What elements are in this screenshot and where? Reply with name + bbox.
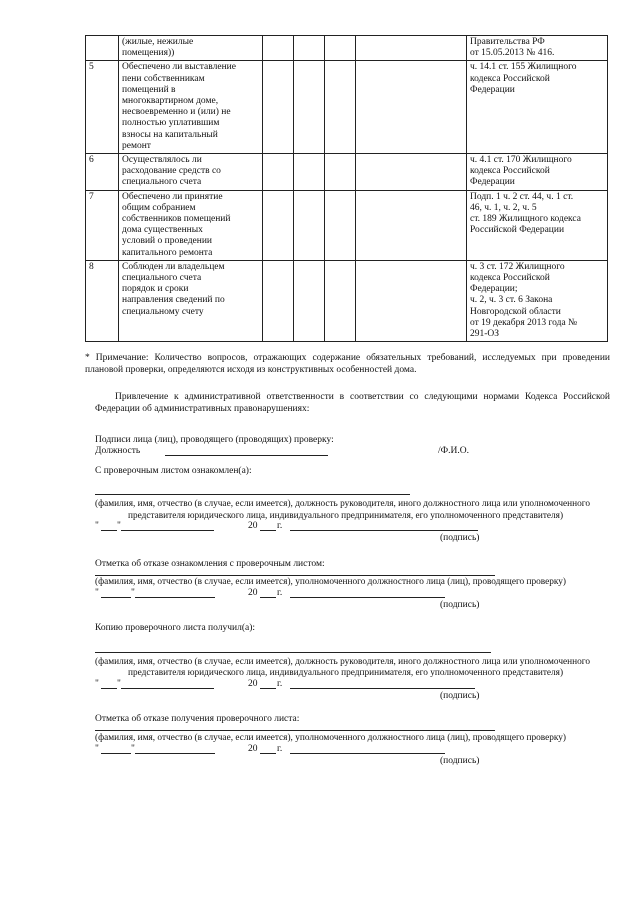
question-line: специальному счету — [122, 306, 204, 317]
liability-paragraph — [95, 391, 610, 415]
date-month-line[interactable] — [135, 753, 215, 754]
date-quote-close: " — [131, 744, 135, 754]
reference-line: Новгородской области — [470, 306, 561, 317]
date-quote-open: " — [95, 588, 99, 598]
question-cell — [119, 36, 263, 61]
question-line: несвоевременно и (или) не — [122, 107, 231, 118]
answer-cell[interactable] — [294, 61, 325, 154]
reference-line: 291-ОЗ — [470, 329, 500, 340]
year-line[interactable] — [260, 753, 276, 754]
table-row — [86, 190, 608, 260]
footnote: * Примечание: Количество вопросов, отражающих содержание обязательных требований, исследуемых при проведении плановой проверки, определяются исходя из конструктивных особенностей дома. — [85, 353, 610, 375]
row-number: 8 — [86, 260, 119, 341]
question-cell — [119, 260, 263, 341]
question-line: условий о проведении — [122, 236, 213, 247]
refusal-receive-caption: (фамилия, имя, отчество (в случае, если имеется), уполномоченного должностного лица (лиц), проводящего проверку) — [95, 733, 567, 743]
year-suffix: г. — [277, 744, 283, 754]
question-line: Обеспечено ли принятие — [122, 191, 223, 202]
signature-line[interactable] — [290, 597, 445, 598]
position-label: Должность — [95, 446, 141, 456]
answer-cell[interactable] — [294, 260, 325, 341]
date-day-line[interactable] — [101, 753, 131, 754]
signature-caption: (подпись) — [440, 756, 480, 766]
table-row — [86, 260, 608, 341]
answer-cell[interactable] — [263, 61, 294, 154]
refusal-receive-name-line[interactable] — [95, 730, 495, 731]
reference-cell — [467, 260, 608, 341]
question-line: порядок и сроки — [122, 284, 189, 295]
question-cell — [119, 154, 263, 191]
question-line: собственников помещений — [122, 214, 231, 225]
reference-line: ст. 189 Жилищного кодекса — [470, 214, 581, 225]
question-line: общим собранием — [122, 202, 196, 213]
date-month-line[interactable] — [121, 530, 214, 531]
question-line: ремонт — [122, 140, 151, 151]
reference-line: ч. 3 ст. 172 Жилищного — [470, 261, 565, 272]
question-line: Осуществлялось ли — [122, 155, 202, 166]
copy-received-label: Копию проверочного листа получил(а): — [95, 623, 256, 633]
comment-cell[interactable] — [356, 260, 467, 341]
question-line: специального счета — [122, 177, 202, 188]
question-line: Обеспечено ли выставление — [122, 62, 236, 73]
reference-cell — [467, 36, 608, 61]
signature-line[interactable] — [290, 688, 475, 689]
answer-cell[interactable] — [325, 190, 356, 260]
answer-cell[interactable] — [263, 36, 294, 61]
year-prefix: 20 — [248, 588, 258, 598]
answer-cell[interactable] — [325, 36, 356, 61]
acquainted-label: С проверочным листом ознакомлен(а): — [95, 466, 252, 476]
row-number — [86, 36, 119, 61]
acquainted-caption-2: представителя юридического лица, индивидуального предпринимателя, его уполномоченного представителя) — [128, 511, 564, 521]
reference-line: Федерации — [470, 84, 515, 95]
reference-line: ч. 2, ч. 3 ст. 6 Закона — [470, 295, 553, 306]
row-number: 7 — [86, 190, 119, 260]
year-line[interactable] — [260, 530, 276, 531]
date-day-line[interactable] — [101, 530, 117, 531]
year-line[interactable] — [260, 688, 276, 689]
question-line: капитального ремонта — [122, 247, 213, 258]
date-quote-close: " — [131, 588, 135, 598]
signature-line[interactable] — [290, 530, 478, 531]
question-line: дома существенных — [122, 225, 203, 236]
reference-line: 46, ч. 1, ч. 2, ч. 5 — [470, 202, 537, 213]
answer-cell[interactable] — [294, 36, 325, 61]
date-quote-close: " — [117, 679, 121, 689]
table-row — [86, 154, 608, 191]
date-month-line[interactable] — [135, 597, 215, 598]
question-line: специального счета — [122, 273, 202, 284]
table-row — [86, 36, 608, 61]
question-line: пени собственникам — [122, 73, 205, 84]
answer-cell[interactable] — [294, 190, 325, 260]
question-line: направления сведений по — [122, 295, 225, 306]
inspectors-label: Подписи лица (лиц), проводящего (проводящих) проверку: — [95, 435, 334, 445]
date-quote-open: " — [95, 521, 99, 531]
question-line: взносы на капитальный — [122, 129, 218, 140]
row-number: 5 — [86, 61, 119, 154]
date-quote-close: " — [117, 521, 121, 531]
year-prefix: 20 — [248, 679, 258, 689]
refusal-acquaint-label: Отметка об отказе ознакомления с проверочным листом: — [95, 559, 325, 569]
year-suffix: г. — [277, 679, 283, 689]
date-month-line[interactable] — [121, 688, 214, 689]
copy-caption-2: представителя юридического лица, индивидуального предпринимателя, его уполномоченного представителя) — [128, 668, 564, 678]
comment-cell[interactable] — [356, 190, 467, 260]
comment-cell[interactable] — [356, 61, 467, 154]
question-line: расходование средств со — [122, 166, 221, 177]
question-line: помещений в — [122, 84, 176, 95]
table-row — [86, 61, 608, 154]
date-quote-open: " — [95, 679, 99, 689]
answer-cell[interactable] — [294, 154, 325, 191]
signature-caption: (подпись) — [440, 600, 480, 610]
refusal-acquaint-caption: (фамилия, имя, отчество (в случае, если имеется), уполномоченного должностного лица (лиц), проводящего проверку) — [95, 577, 567, 587]
year-prefix: 20 — [248, 744, 258, 754]
acquainted-name-line[interactable] — [95, 494, 410, 495]
comment-cell[interactable] — [356, 36, 467, 61]
refusal-acquaint-name-line[interactable] — [95, 575, 495, 576]
question-line: помещения)) — [122, 48, 175, 59]
year-suffix: г. — [277, 588, 283, 598]
acquainted-caption-1: (фамилия, имя, отчество (в случае, если имеется), должность руководителя, иного должностного лица или уполномоченного — [95, 499, 590, 509]
question-line: (жилые, нежилые — [122, 37, 194, 47]
reference-cell — [467, 190, 608, 260]
answer-cell[interactable] — [325, 260, 356, 341]
question-line: многоквартирном доме, — [122, 96, 219, 107]
reference-line: Подп. 1 ч. 2 ст. 44, ч. 1 ст. — [470, 191, 574, 202]
fio-label: /Ф.И.О. — [438, 446, 469, 456]
position-line[interactable] — [165, 455, 328, 456]
comment-cell[interactable] — [356, 154, 467, 191]
checklist-table — [85, 35, 608, 342]
question-cell — [119, 61, 263, 154]
signature-caption: (подпись) — [440, 533, 480, 543]
copy-received-name-line[interactable] — [95, 652, 491, 653]
reference-cell — [467, 61, 608, 154]
date-day-line[interactable] — [101, 597, 131, 598]
question-line: полностью уплатившим — [122, 118, 220, 129]
answer-cell[interactable] — [263, 154, 294, 191]
signature-caption: (подпись) — [440, 691, 480, 701]
question-line: Соблюден ли владельцем — [122, 261, 225, 272]
date-day-line[interactable] — [101, 688, 117, 689]
reference-line: Федерации — [470, 177, 515, 188]
signature-line[interactable] — [290, 753, 445, 754]
reference-line: Российской Федерации — [470, 225, 565, 236]
reference-line: от 19 декабря 2013 года № — [470, 317, 578, 328]
reference-line: кодекса Российской — [470, 73, 550, 84]
year-suffix: г. — [277, 521, 283, 531]
reference-cell — [467, 154, 608, 191]
reference-line: ч. 14.1 ст. 155 Жилищного — [470, 62, 577, 73]
reference-line: от 15.05.2013 № 416. — [470, 48, 555, 59]
answer-cell[interactable] — [263, 260, 294, 341]
liability-text: Привлечение к административной ответственности в соответствии со следующими нормами Кодекса Российской Федерации об административных правонарушениях: — [95, 392, 610, 414]
answer-cell[interactable] — [325, 154, 356, 191]
year-prefix: 20 — [248, 521, 258, 531]
copy-caption-1: (фамилия, имя, отчество (в случае, если имеется), должность руководителя, иного должностного лица или уполномоченного — [95, 657, 590, 667]
question-cell — [119, 190, 263, 260]
reference-line: кодекса Российской — [470, 273, 550, 284]
year-line[interactable] — [260, 597, 276, 598]
date-quote-open: " — [95, 744, 99, 754]
answer-cell[interactable] — [325, 61, 356, 154]
reference-line: ч. 4.1 ст. 170 Жилищного — [470, 155, 572, 166]
reference-line: Федерации; — [470, 284, 518, 295]
row-number: 6 — [86, 154, 119, 191]
reference-line: Правительства РФ — [470, 37, 545, 47]
refusal-receive-label: Отметка об отказе получения проверочного листа: — [95, 714, 300, 724]
answer-cell[interactable] — [263, 190, 294, 260]
reference-line: кодекса Российской — [470, 166, 550, 177]
